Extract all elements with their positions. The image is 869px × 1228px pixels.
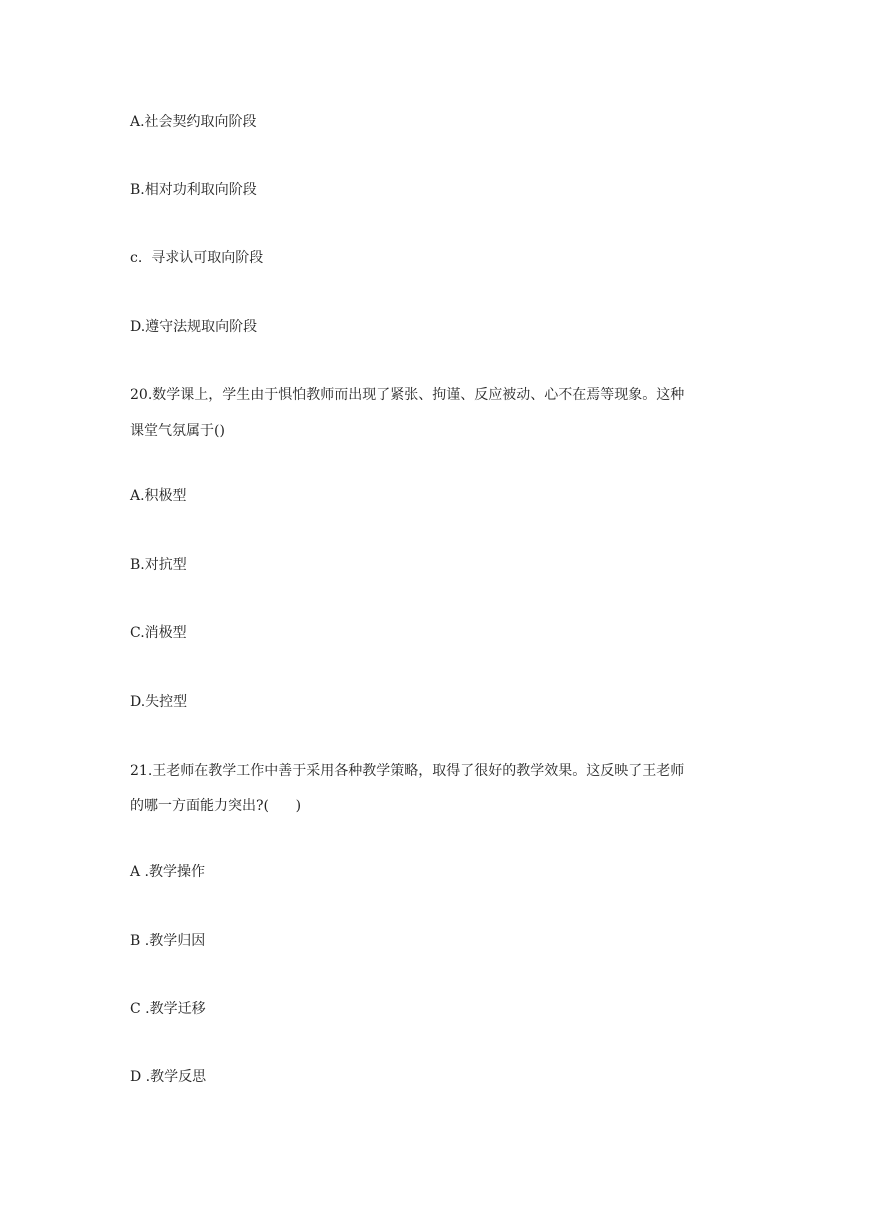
q20-option-a: A.积极型: [130, 488, 187, 504]
q19-option-b: B.相对功利取向阶段: [130, 182, 257, 198]
q21-option-d: D .教学反思: [130, 1069, 207, 1085]
q20-option-d: D.失控型: [130, 694, 188, 710]
q20-option-c: C.消极型: [130, 625, 187, 641]
q21-option-b: B .教学归因: [130, 933, 206, 949]
q20-stem-line1: 20.数学课上，学生由于惧怕教师而出现了紧张、拘谨、反应被动、心不在焉等现象。这种: [130, 387, 685, 403]
q20-stem-line2: 课堂气氛属于(): [130, 423, 225, 439]
q20-option-b: B.对抗型: [130, 557, 187, 573]
q21-stem-line1: 21.王老师在教学工作中善于采用各种教学策略，取得了很好的教学效果。这反映了王老师: [130, 763, 685, 779]
q21-stem-line2: 的哪一方面能力突出?( ): [130, 798, 302, 814]
q19-option-a: A.社会契约取向阶段: [130, 114, 257, 130]
q21-option-a: A .教学操作: [130, 864, 206, 880]
q19-option-c: c. 寻求认可取向阶段: [130, 250, 264, 266]
q21-option-c: C .教学迁移: [130, 1001, 206, 1017]
q19-option-d: D.遵守法规取向阶段: [130, 319, 258, 335]
